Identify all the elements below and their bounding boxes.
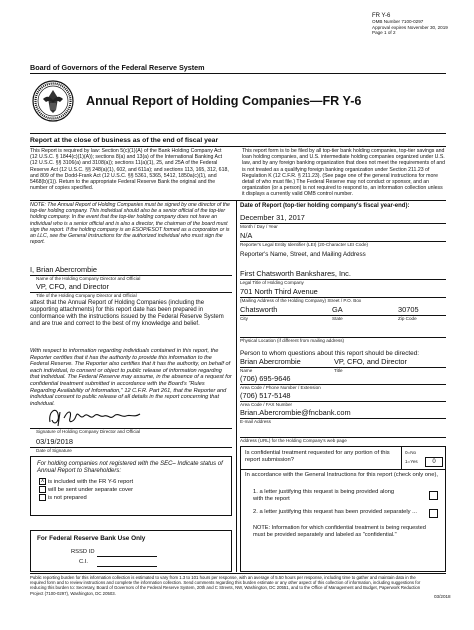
- form-header: [372, 14, 468, 36]
- footer-rule: [30, 573, 446, 574]
- name-address-heading: Reporter's Name, Street, and Mailing Address: [240, 251, 366, 258]
- confidential-option-1: 1. a letter justifying this request is being provided along with the report: [253, 489, 395, 502]
- physical-location-label: Physical Location (if different from mailing address): [240, 338, 345, 343]
- date-of-report-label: Date of Report (top-tier holding company's fiscal year-end):: [240, 203, 410, 209]
- signer-name-line: [30, 266, 232, 274]
- signature-date[interactable]: 03/19/2018: [36, 437, 73, 446]
- confidential-option-2: 2. a letter justifying this request has been provided separately ...: [253, 509, 418, 515]
- status-checkbox-not-prepared[interactable]: [39, 494, 46, 501]
- page-number: Page 1 of 2: [372, 30, 396, 36]
- url-label: Address (URL) for the Holding Company's web page: [240, 438, 347, 443]
- federal-reserve-seal: [32, 80, 74, 122]
- burden-statement: Public reporting burden for this information collection is estimated to vary from 1.3 to 101 hours per response, with an average of 5.50 hours per response, including time to gather and maintain data in the required form and to review instructions and complete the information collection. Send comments regarding this burden estimate or any other aspect of this collection of information, including suggestions for reducing this burden to: Secretary, Board of Governors of the Federal Reserve System, 20th and C Streets, NW, Washington, DC 20551, and to the Office of Management and Budget, Paperwork Reduction Project (7100-0297), Washington, DC 20503.: [30, 575, 421, 596]
- frb-use-heading: For Federal Reserve Bank Use Only: [37, 535, 146, 542]
- option-2-checkbox[interactable]: [429, 509, 438, 518]
- status-checkbox-separate[interactable]: [39, 486, 46, 493]
- agency-rule: [30, 73, 446, 74]
- contact-title[interactable]: VP, CFO, and Director: [334, 357, 407, 366]
- intro-rule: [30, 200, 446, 201]
- signer-title[interactable]: VP, CFO, and Director: [36, 282, 109, 291]
- contact-underline: [240, 367, 446, 368]
- frb-use-box: [30, 530, 232, 572]
- status-option-included[interactable]: X is included with the FR Y-6 report: [40, 478, 134, 486]
- question-rule: [241, 469, 445, 470]
- confidential-instructions: In accordance with the General Instructions for this report (check only one),: [245, 472, 439, 478]
- contact-name[interactable]: Brian Abercrombie: [240, 357, 301, 366]
- lei-label: Reporter's Legal Entity Identifier (LEI) (20-Character LEI Code): [240, 242, 369, 247]
- signer-name[interactable]: Brian Abercrombie: [36, 265, 97, 274]
- state-value[interactable]: GA: [332, 305, 343, 314]
- fax-label: Area Code / FAX Number: [240, 402, 293, 407]
- status-option-not-prepared[interactable]: is not prepared: [39, 494, 231, 502]
- filer-requirements-text: This report form is to be filed by all top-tier bank holding companies, top-tier savings and loan holding companies, and U.S. intermediate holding companies organized under U.S. law, and by any foreign banking organization that does not meet the requirements of and is not treated as a qualifying foreign banking organization under Section 211.23 of Regulation K (12 C.F.R. § 211.23). (See page one of the general instructions for more detail of who must file.) The Federal Reserve may not conduct or sponsor, and an organization (or a person) is not required to respond to, an information collection unless it displays a currently valid OMB control number.: [242, 148, 446, 198]
- confidential-note: NOTE: Information for which confidential treatment is being requested must be provided separately and labeled as "confidential.": [253, 525, 426, 538]
- city-label: City: [240, 316, 248, 321]
- date-hint: Month / Day / Year: [240, 224, 278, 229]
- report-as-of: Report at the close of business as of the end of fiscal year: [30, 137, 219, 144]
- footer-date: 03/2018: [434, 594, 451, 599]
- contact-title-label: Title: [334, 368, 343, 373]
- approval-expiry: Approval expires November 30, 2019: [372, 24, 448, 30]
- phone-value[interactable]: (706) 695-9646: [240, 374, 291, 383]
- confidential-answer-field[interactable]: [425, 457, 443, 467]
- agency-name: Board of Governors of the Federal Reserve System: [30, 63, 205, 72]
- email-value[interactable]: Brian.Abercrombie@fncbank.com: [240, 408, 351, 417]
- ci-label: C.I.: [79, 559, 89, 565]
- contact-name-label: Name: [240, 368, 253, 373]
- contact-heading: Person to whom questions about this report should be directed:: [240, 350, 420, 357]
- legal-authority-text: This Report is required by law: Section 5(c)(1)(A) of the Bank Holding Company Act (12 U.S.C. § 1844(c)(1)(A)); sections 8(a) and 13(a) of the International Banking Act (12 U.S.C. §§ 3106(a) and 3108(a)); sections 11(a)(1), 25, and 25A of the Federal Reserve Act (12 U.S.C. §§ 248(a)(1), 602, and 611a); and sections 113, 165, 312, 618, and 809 of the Dodd-Frank Act (12 U.S.C. §§ 5361, 5365, 5412, 1850a(c)(1), and 5468(b)(1)). Return to the appropriate Federal Reserve Bank the original and the number of copies specified.: [30, 148, 229, 192]
- privacy-certification-text: With respect to information regarding individuals contained in this report, the Reporter certifies that it has the authority to provide this information to the Federal Reserve. The Reporter also certifies that it has the authority, on behalf of each individual, to consent or object to public release of information regarding that individual. The Federal Reserve may assume, in the absence of a request for confidential treatment submitted in accordance with the Board's "Rules Regarding Availability of Information," 12 C.F.R. Part 261, that the Reporter and individual consent to public release of all details in the report concerning that individual.: [30, 348, 232, 407]
- answer-yes-label: 1=Yes: [405, 459, 418, 464]
- zip-label: Zip Code: [398, 316, 417, 321]
- as-of-rule: [30, 146, 446, 147]
- annual-report-status-box: [30, 456, 232, 516]
- rssd-id-label: RSSD ID: [71, 549, 95, 555]
- option-1-checkbox[interactable]: [429, 491, 438, 500]
- date-of-report-value[interactable]: December 31, 2017: [240, 213, 305, 222]
- attestation-text: attest that the Annual Report of Holding Companies (including the supporting attachments) for this report date has been prepared in conformance with the instructions issued by the Federal Reserve System and are true and correct to the best of my knowledge and belief.: [30, 300, 224, 327]
- company-name-label: Legal Title of Holding Company: [240, 280, 304, 285]
- signer-prefix: I,: [30, 265, 35, 274]
- email-label: E-mail Address: [240, 419, 271, 424]
- signer-title-label: Title of the Holding Company Director and Official: [36, 293, 137, 298]
- signature-label: Signature of Holding Company Director and Official: [36, 429, 141, 434]
- annual-report-status-heading: For holding companies not registered with the SEC– Indicate status of Annual Report to Shareholders:: [37, 461, 223, 474]
- phone-label: Area Code / Phone Number / Extension: [240, 385, 321, 390]
- ci-row: [79, 559, 88, 565]
- company-name[interactable]: First Chatsworth Bankshares, Inc.: [240, 269, 351, 278]
- street-address[interactable]: 701 North Third Avenue: [240, 287, 318, 296]
- status-option-separate[interactable]: will be sent under separate cover: [39, 486, 231, 494]
- rssd-id-line[interactable]: [97, 556, 157, 557]
- answer-divider: [401, 447, 402, 469]
- ci-line[interactable]: [97, 566, 157, 567]
- city-value[interactable]: Chatsworth: [240, 305, 278, 314]
- title-rule: [30, 133, 446, 134]
- form-id: FR Y-6: [372, 13, 391, 19]
- signature-image[interactable]: [44, 404, 154, 428]
- confidential-answer-value: 0: [432, 459, 436, 465]
- report-title: Annual Report of Holding Companies—FR Y-6: [86, 94, 362, 108]
- street-label: (Mailing Address of the Holding Company) Street / P.O. Box: [240, 298, 362, 303]
- signer-name-label: Name of the Holding Company Director and Official: [36, 276, 141, 281]
- state-label: State: [332, 316, 343, 321]
- answer-no-label: 0=No: [405, 450, 417, 455]
- omb-number: OMB Number 7100-0297: [372, 19, 424, 25]
- column-divider: [236, 200, 237, 572]
- status-checkbox-included[interactable]: X: [40, 478, 45, 484]
- fax-value[interactable]: (706) 517-5148: [240, 391, 291, 400]
- signing-note: NOTE: The Annual Report of Holding Companies must be signed by one director of the top-tier holding company. This individual should also be a senior official of the top-tier holding company. In the event that the top-tier holding company does not have an individual who is a senior official and is also a director, the chairman of the board must sign the report. If the holding company is an ESOP/ESOT formed as a corporation or is an LLC, see the General Instructions for the authorized individual who must sign the report.: [30, 202, 230, 246]
- confidential-treatment-box: [240, 446, 446, 572]
- signature-date-label: Date of Signature: [36, 448, 72, 453]
- rssd-id-row: [71, 549, 95, 555]
- confidential-question: Is confidential treatment requested for any portion of this report submission?: [245, 450, 390, 463]
- lei-value[interactable]: N/A: [240, 231, 253, 240]
- zip-value[interactable]: 30705: [398, 305, 419, 314]
